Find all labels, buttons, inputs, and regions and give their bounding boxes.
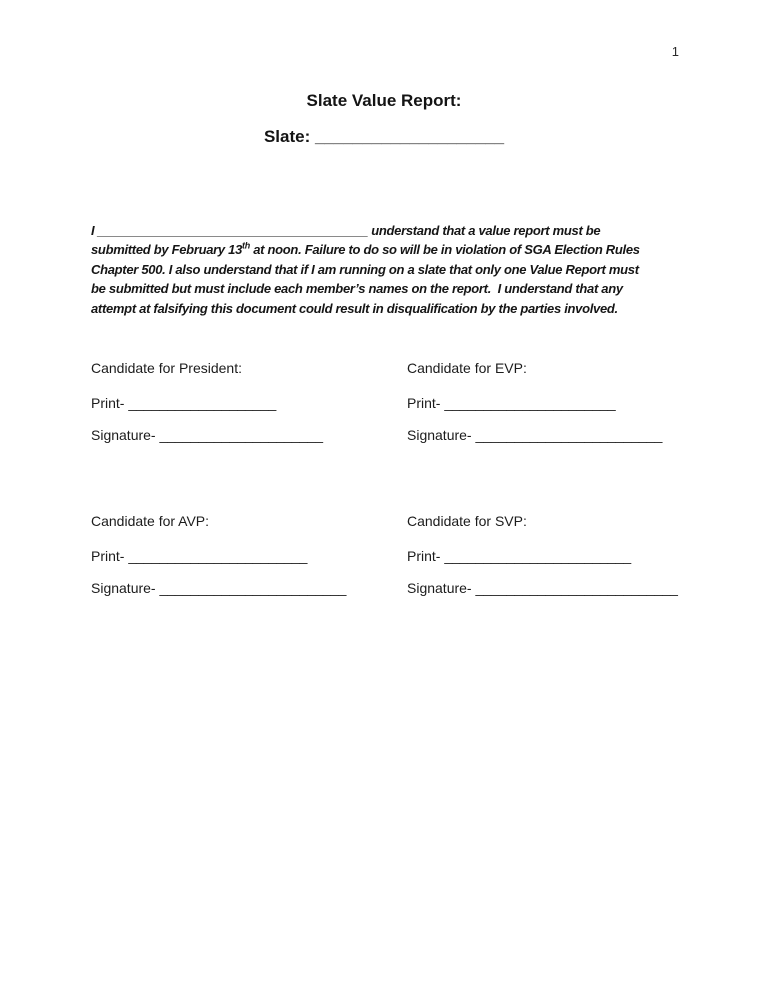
signature-line	[91, 426, 323, 445]
agreement-line2-post: at noon. Failure to do so will be in violation of SGA Election Rules	[249, 242, 640, 258]
agreement-line2-pre: submitted by February 13	[91, 242, 243, 258]
candidate-title: Candidate for AVP:	[91, 513, 210, 529]
agreement-line-4: be submitted but must include each member’s names on the report. I understand that any	[91, 281, 623, 297]
name-blank-line: _______________________________________	[97, 223, 368, 238]
agreement-line-2	[91, 240, 701, 259]
slate-blank-line: ____________________	[314, 127, 505, 146]
agreement-line1-pre: I	[91, 223, 98, 238]
slate-name-line	[0, 127, 768, 147]
print-line	[91, 394, 323, 413]
agreement-paragraph	[91, 221, 701, 318]
print-blank-line: _______________________	[128, 548, 308, 564]
page-number: 1	[671, 44, 679, 59]
print-label: Print-	[407, 395, 445, 411]
signature-label: Signature-	[407, 580, 476, 596]
signature-blank-line: ________________________	[475, 427, 663, 443]
signature-label: Signature-	[91, 580, 160, 596]
print-blank-line: ______________________	[444, 395, 616, 411]
print-line	[407, 394, 662, 413]
signature-blank-line: _____________________	[159, 427, 323, 443]
candidate-block-svp	[407, 512, 678, 611]
agreement-line1-post: understand that a value report must be	[367, 223, 601, 238]
signature-label: Signature-	[91, 427, 160, 443]
agreement-line-3: Chapter 500. I also understand that if I am running on a slate that only one Value Report must	[91, 261, 639, 277]
candidate-title: Candidate for SVP:	[407, 513, 527, 529]
print-blank-line: ___________________	[128, 395, 277, 411]
signature-blank-line: ________________________	[159, 580, 347, 596]
agreement-line-5: attempt at falsifying this document could result in disqualification by the parties involved.	[91, 300, 618, 316]
candidate-title: Candidate for EVP:	[407, 360, 527, 376]
agreement-line-1	[91, 221, 701, 240]
document-title: Slate Value Report:	[306, 91, 462, 110]
signature-line	[407, 426, 662, 445]
print-blank-line: ________________________	[444, 548, 632, 564]
print-label: Print-	[91, 395, 129, 411]
signature-label: Signature-	[407, 427, 476, 443]
candidate-block-avp	[91, 512, 346, 611]
print-label: Print-	[407, 548, 445, 564]
print-line	[407, 547, 678, 566]
candidate-block-evp	[407, 359, 662, 458]
signature-line	[407, 579, 678, 598]
signature-blank-line: __________________________	[475, 580, 678, 596]
superscript-th: th	[242, 241, 250, 252]
candidate-block-president	[91, 359, 323, 458]
print-line	[91, 547, 346, 566]
candidate-title: Candidate for President:	[91, 360, 242, 376]
slate-label: Slate:	[263, 127, 315, 146]
signature-line	[91, 579, 346, 598]
print-label: Print-	[91, 548, 129, 564]
